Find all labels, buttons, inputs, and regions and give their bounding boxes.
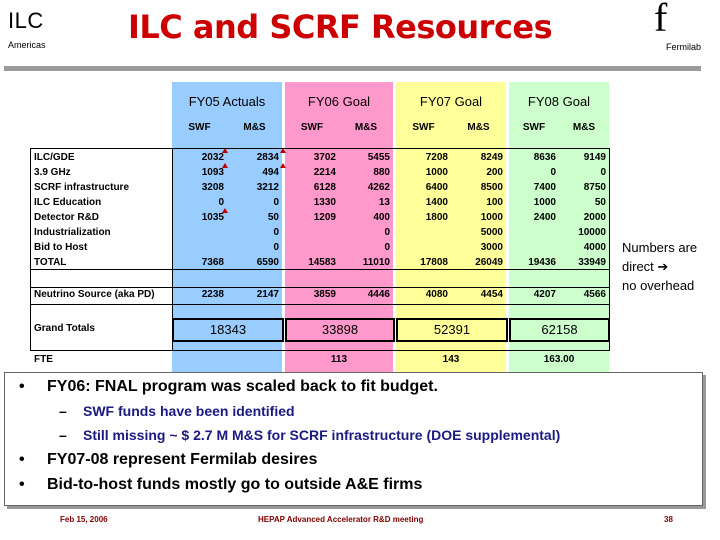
table-cell: 100 [486, 197, 503, 208]
row-label: 3.9 GHz [34, 167, 71, 178]
bullet-icon: • [19, 451, 25, 468]
bullet-3: Bid-to-host funds mostly go to outside A&E firms [47, 476, 423, 493]
bullet-2: FY07-08 represent Fermilab desires [47, 451, 318, 468]
table-cell: 1330 [313, 197, 336, 208]
table-cell: 13 [378, 197, 390, 208]
table-cell: 1035 [201, 212, 224, 223]
table-cell: 6400 [425, 182, 448, 193]
table-cell: 0 [218, 197, 224, 208]
note-line-2: direct [622, 259, 654, 274]
bullet-1: FY06: FNAL program was scaled back to fit budget. [47, 378, 438, 395]
table-cell: 0 [600, 167, 606, 178]
table-cell: 4454 [480, 289, 503, 300]
grand-total-fy06: 33898 [285, 318, 395, 342]
table-cell: 3212 [256, 182, 279, 193]
table-cell: 3702 [313, 152, 336, 163]
note-line-1: Numbers are [622, 240, 698, 255]
table-cell: 400 [373, 212, 390, 223]
table-cell: 6128 [313, 182, 336, 193]
table-cell: 2147 [256, 289, 279, 300]
table-cell: 1400 [425, 197, 448, 208]
row-label: ILC Education [34, 197, 102, 208]
table-cell: 4080 [425, 289, 448, 300]
table-cell: 17808 [420, 257, 448, 268]
header-fy05: FY05 Actuals [188, 94, 266, 109]
table-cell: 0 [384, 227, 390, 238]
table-cell: 2032 [201, 152, 224, 163]
subheader-swf: SWF [412, 122, 435, 133]
ilc-logo: ILC [8, 8, 44, 33]
table-cell: 1209 [313, 212, 336, 223]
fte-cell: 113 [330, 354, 348, 365]
slide-title: ILC and SCRF Resources [128, 8, 553, 46]
fermilab-logo-icon: f [654, 0, 668, 40]
table-cell: 2400 [533, 212, 556, 223]
fte-cell: 143 [442, 354, 460, 365]
footer-page-number: 38 [664, 515, 673, 524]
table-cell: 14583 [308, 257, 336, 268]
table-cell: 4207 [533, 289, 556, 300]
subheader-swf: SWF [300, 122, 324, 133]
table-cell: 2214 [313, 167, 336, 178]
table-cell: 10000 [578, 227, 606, 238]
grid-line [30, 148, 31, 350]
table-cell: 1000 [480, 212, 503, 223]
bullet-box [4, 372, 703, 506]
table-cell: 0 [273, 242, 279, 253]
bullet-1-sub-2: Still missing ~ $ 2.7 M M&S for SCRF infrastructure (DOE supplemental) [83, 427, 561, 443]
table-cell: 11010 [362, 257, 390, 268]
comment-marker-icon [222, 163, 228, 168]
header-rule [4, 66, 701, 71]
row-label: Bid to Host [34, 242, 88, 253]
grid-line [30, 148, 610, 149]
fte-cell: 163.00 [543, 354, 575, 365]
resources-table [30, 82, 610, 372]
table-cell: 5000 [480, 227, 503, 238]
table-cell: 4000 [583, 242, 606, 253]
grid-line [30, 350, 610, 351]
table-cell: 494 [262, 167, 279, 178]
fermilab-label: Fermilab [666, 42, 702, 52]
overhead-note [622, 238, 697, 295]
subheader-swf: SWF [522, 122, 546, 133]
row-label: Detector R&D [34, 212, 100, 223]
table-cell: 4446 [367, 289, 390, 300]
americas-label: Americas [8, 40, 46, 50]
table-cell: 7368 [201, 257, 224, 268]
table-cell: 6590 [256, 257, 279, 268]
grid-line [30, 304, 610, 305]
table-cell: 50 [267, 212, 279, 223]
table-cell: 1000 [533, 197, 556, 208]
table-cell: 2000 [583, 212, 606, 223]
header-fy06: FY06 Goal [307, 94, 371, 109]
bullet-1-sub-1: SWF funds have been identified [83, 403, 295, 419]
row-label: Neutrino Source (aka PD) [34, 289, 155, 300]
comment-marker-icon [280, 148, 286, 153]
footer-meeting: HEPAP Advanced Accelerator R&D meeting [258, 515, 424, 524]
table-cell: 33949 [578, 257, 606, 268]
table-cell: 3000 [480, 242, 503, 253]
subheader-ms: M&S [354, 122, 378, 133]
header-fy07: FY07 Goal [419, 94, 483, 109]
subheader-ms: M&S [467, 122, 490, 133]
table-cell: 1800 [425, 212, 448, 223]
table-cell: 8750 [583, 182, 606, 193]
header-fy08: FY08 Goal [527, 94, 591, 109]
dash-icon: – [59, 403, 67, 419]
subheader-swf: SWF [188, 122, 211, 133]
comment-marker-icon [222, 208, 228, 213]
table-cell: 4566 [583, 289, 606, 300]
row-label: SCRF infrastructure [34, 182, 130, 193]
table-cell: 2834 [256, 152, 279, 163]
row-label: TOTAL [34, 257, 67, 268]
table-cell: 0 [273, 227, 279, 238]
grand-totals-label: Grand Totals [34, 323, 95, 334]
table-cell: 0 [384, 242, 390, 253]
table-cell: 200 [486, 167, 503, 178]
table-cell: 5455 [367, 152, 390, 163]
grid-line [30, 269, 610, 270]
table-cell: 26049 [475, 257, 503, 268]
arrow-right-icon: ➔ [657, 259, 669, 274]
subheader-ms: M&S [243, 122, 266, 133]
table-cell: 0 [273, 197, 279, 208]
comment-marker-icon [280, 163, 286, 168]
comment-marker-icon [222, 148, 228, 153]
table-cell: 8249 [480, 152, 503, 163]
table-cell: 50 [594, 197, 606, 208]
table-cell: 4262 [367, 182, 390, 193]
table-cell: 7400 [533, 182, 556, 193]
note-line-3: no overhead [622, 278, 695, 293]
table-cell: 19436 [528, 257, 556, 268]
subheader-ms: M&S [572, 122, 596, 133]
table-cell: 3208 [201, 182, 224, 193]
table-cell: 9149 [583, 152, 606, 163]
bullet-icon: • [19, 378, 25, 395]
table-cell: 3859 [313, 289, 336, 300]
bullet-icon: • [19, 476, 25, 493]
fte-label: FTE [34, 354, 53, 365]
row-label: ILC/GDE [34, 152, 75, 163]
dash-icon: – [59, 427, 67, 443]
table-cell: 8636 [533, 152, 556, 163]
table-cell: 2238 [201, 289, 224, 300]
grand-total-fy07: 52391 [396, 318, 508, 342]
row-label: Industrialization [34, 227, 111, 238]
footer-date: Feb 15, 2006 [60, 515, 108, 524]
grand-total-fy05: 18343 [172, 318, 284, 342]
grid-line [30, 287, 610, 288]
table-cell: 880 [373, 167, 390, 178]
table-cell: 0 [550, 167, 556, 178]
table-cell: 1093 [201, 167, 224, 178]
table-cell: 1000 [425, 167, 448, 178]
table-cell: 8500 [480, 182, 503, 193]
table-cell: 7208 [425, 152, 448, 163]
grand-total-fy08: 62158 [509, 318, 610, 342]
